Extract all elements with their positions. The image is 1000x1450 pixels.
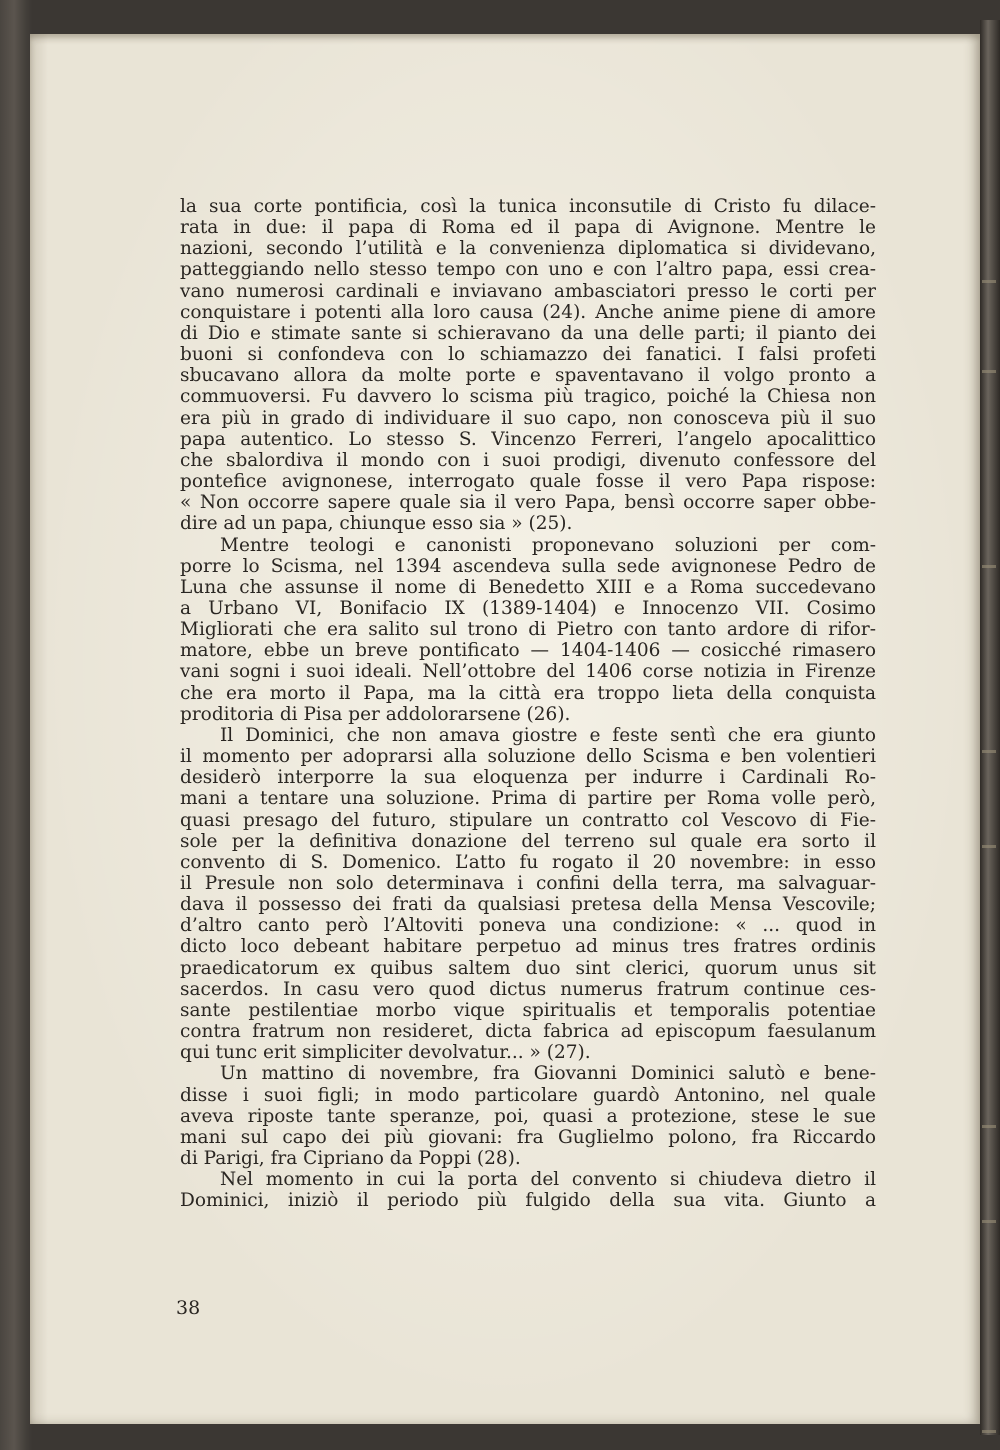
text-line: quasi presago del futuro, stipulare un contratto col Vescovo di Fie- <box>180 809 876 831</box>
text-line: sbucavano allora da molte porte e spaventavano il volgo pronto a <box>180 365 876 387</box>
text-line: sole per la definitiva donazione del terreno sul quale era sorto il <box>180 830 876 852</box>
text-line: buoni si confondeva con lo schiamazzo dei fanatici. I falsi profeti <box>180 344 876 366</box>
text-line: la sua corte pontificia, così la tunica inconsutile di Cristo fu dilace- <box>180 196 876 217</box>
text-line: mani a tentare una soluzione. Prima di partire per Roma volle però, <box>180 788 876 810</box>
text-line: desiderò interporre la sua eloquenza per indurre i Cardinali Ro- <box>180 767 876 789</box>
text-line: Luna che assunse il nome di Benedetto XIII e a Roma succedevano <box>180 576 876 598</box>
text-line: qui tunc erit simpliciter devolvatur... » (27). <box>180 1042 591 1064</box>
text-line: a Urbano VI, Bonifacio IX (1389-1404) e Innocenzo VII. Cosimo <box>180 597 876 619</box>
text-line: vano numerosi cardinali e inviavano ambasciatori presso le corti per <box>180 280 876 302</box>
text-line: Migliorati che era salito sul trono di Pietro con tanto ardore di rifor- <box>180 619 876 641</box>
text-line: Il Dominici, che non amava giostre e feste sentì che era giunto <box>220 724 876 746</box>
text-line: Un mattino di novembre, fra Giovanni Dominici salutò e bene- <box>220 1063 876 1085</box>
text-line: disse i suoi figli; in modo particolare guardò Antonino, nel quale <box>180 1084 876 1106</box>
text-line: Dominici, iniziò il periodo più fulgido della sua vita. Giunto a <box>180 1190 876 1212</box>
text-line: rata in due: il papa di Roma ed il papa di Avignone. Mentre le <box>180 217 876 239</box>
text-line: commuoversi. Fu davvero lo scisma più tragico, poiché la Chiesa non <box>180 386 876 408</box>
text-line: dava il possesso dei frati da qualsiasi pretesa della Mensa Vescovile; <box>180 894 876 916</box>
text-line: aveva riposte tante speranze, poi, quasi a protezione, stese le sue <box>180 1105 876 1127</box>
text-line: era più in grado di individuare il suo capo, non conosceva più il suo <box>180 407 876 429</box>
text-line: dicto loco debeant habitare perpetuo ad minus tres fratres ordinis <box>180 936 876 958</box>
text-line: praedicatorum ex quibus saltem duo sint clerici, quorum unus sit <box>180 957 876 979</box>
text-line: pontefice avignonese, interrogato quale fosse il vero Papa rispose: <box>180 471 876 493</box>
text-line: dire ad un papa, chiunque esso sia » (25). <box>180 513 573 535</box>
text-line: mani sul capo dei più giovani: fra Guglielmo polono, fra Riccardo <box>180 1126 876 1148</box>
text-line: matore, ebbe un breve pontificato — 1404-1406 — cosicché rimasero <box>180 640 876 662</box>
text-line: d’altro canto però l’Altoviti poneva una condizione: « ... quod in <box>180 915 876 937</box>
text-line: di Dio e stimate sante si schieravano da una delle parti; il pianto dei <box>180 322 876 344</box>
text-line: il momento per adoprarsi alla soluzione dello Scisma e ben volentieri <box>180 746 876 768</box>
text-line: papa autentico. Lo stesso S. Vincenzo Ferreri, l’angelo apocalittico <box>180 428 876 450</box>
text-line: « Non occorre sapere quale sia il vero Papa, bensì occorre saper obbe- <box>180 492 876 514</box>
text-line: convento di S. Domenico. L’atto fu rogato il 20 novembre: in esso <box>180 851 876 873</box>
edge-marks <box>982 0 1000 1450</box>
text-line: di Parigi, fra Cipriano da Poppi (28). <box>180 1148 521 1170</box>
text-line: nazioni, secondo l’utilità e la convenienza diplomatica si dividevano, <box>180 238 876 260</box>
text-line: contra fratrum non resideret, dicta fabrica ad episcopum faesulanum <box>180 1021 876 1043</box>
text-line: il Presule non solo determinava i confini della terra, ma salvaguar- <box>180 873 876 894</box>
text-line: porre lo Scisma, nel 1394 ascendeva sulla sede avignonese Pedro de <box>180 555 876 577</box>
text-line: conquistare i potenti alla loro causa (24). Anche anime piene di amore <box>180 301 876 323</box>
text-line: vani sogni i suoi ideali. Nell’ottobre del 1406 corse notizia in Firenze <box>180 661 876 683</box>
text-line: che era morto il Papa, ma la città era troppo lieta della conquista <box>180 682 876 704</box>
body-text <box>180 196 876 1212</box>
text-line: Nel momento in cui la porta del convento si chiudeva dietro il <box>220 1169 876 1191</box>
text-line: patteggiando nello stesso tempo con uno e con l’altro papa, essi crea- <box>180 259 876 281</box>
page-number: 38 <box>176 1297 201 1319</box>
text-line: sacerdos. In casu vero quod dictus numerus fratrum continue ces- <box>180 978 876 1000</box>
text-line: Mentre teologi e canonisti proponevano soluzioni per com- <box>220 534 876 556</box>
text-line: che sbalordiva il mondo con i suoi prodigi, divenuto confessore del <box>180 449 876 471</box>
text-line: proditoria di Pisa per addolorarsene (26). <box>180 703 571 725</box>
text-line: sante pestilentiae morbo vique spiritualis et temporalis potentiae <box>180 999 876 1021</box>
